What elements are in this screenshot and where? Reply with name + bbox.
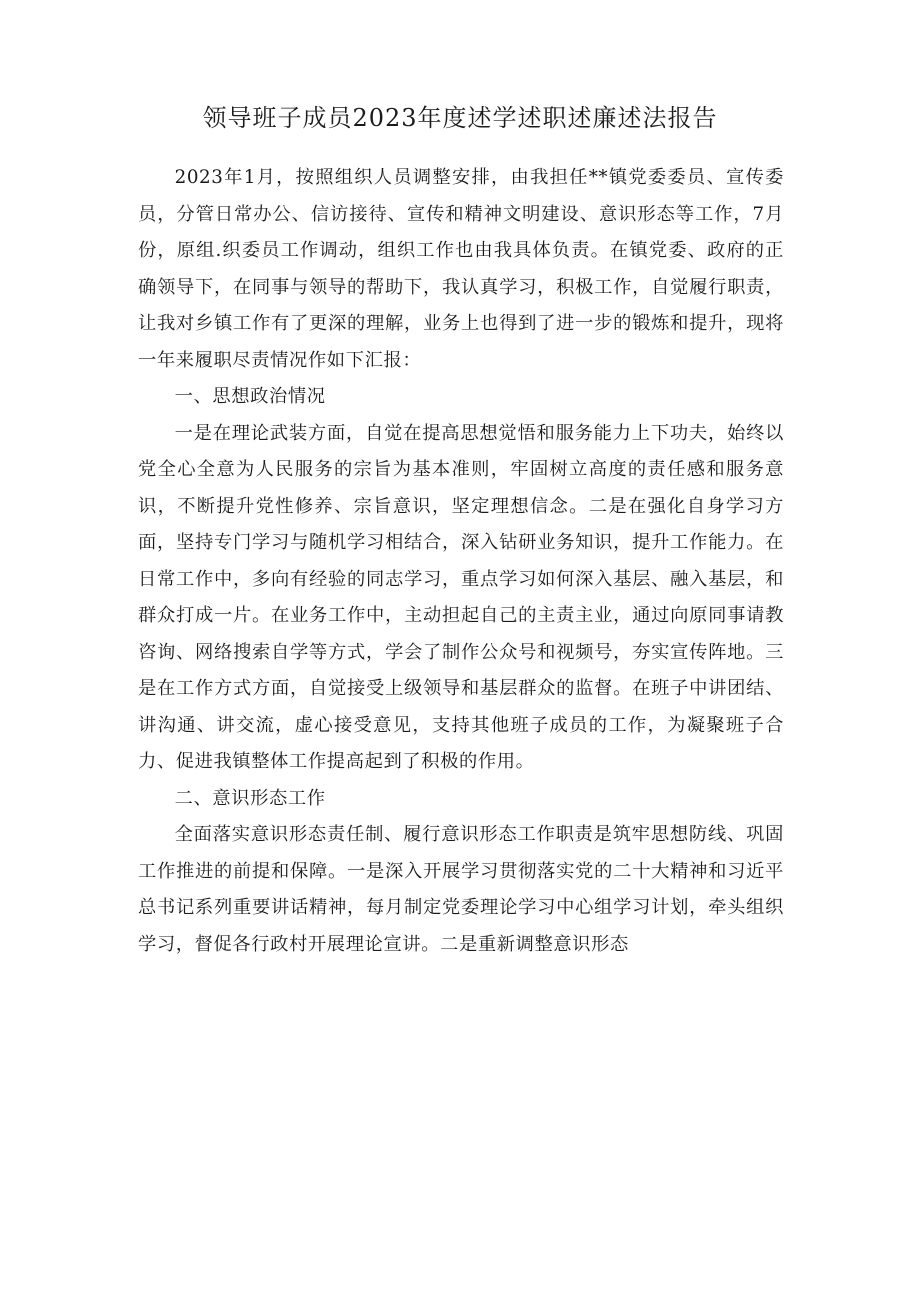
document-body: [138, 160, 784, 963]
section-heading-ideology-politics: 一、思想政治情况: [174, 386, 326, 407]
paragraph-ideological-work: 全面落实意识形态责任制、履行意识形态工作职责是筑牢思想防线、巩固工作推进的前提和保障。一是深入开展学习贯彻落实党的二十大精神和习近平总书记系列重要讲话精神，每月制定党委理论学习中心组学习计划，牵头组织学习，督促各行政村开展理论宣讲。二是重新调整意识形态: [138, 824, 784, 955]
paragraph-intro: 2023年1月，按照组织人员调整安排，由我担任**镇党委委员、宣传委员，分管日常办公、信访接待、宣传和精神文明建设、意识形态等工作，7月份，原组.织委员工作调动，组织工作也由我具体负责。在镇党委、政府的正确领导下，在同事与领导的帮助下，我认真学习，积极工作，自觉履行职责，让我对乡镇工作有了更深的理解，业务上也得到了进一步的锻炼和提升，现将一年来履职尽责情况作如下汇报：: [138, 167, 784, 371]
paragraph-ideology-politics: 一是在理论武装方面，自觉在提高思想觉悟和服务能力上下功夫，始终以党全心全意为人民服务的宗旨为基本准则，牢固树立高度的责任感和服务意识，不断提升党性修养、宗旨意识，坚定理想信念。二是在强化自身学习方面，坚持专门学习与随机学习相结合，深入钻研业务知识，提升工作能力。在日常工作中，多向有经验的同志学习，重点学习如何深入基层、融入基层，和群众打成一片。在业务工作中，主动担起自己的主责主业，通过向原同事请教咨询、网络搜索自学等方式，学会了制作公众号和视频号，夯实宣传阵地。三是在工作方式方面，自觉接受上级领导和基层群众的监督。在班子中讲团结、讲沟通、讲交流，虚心接受意见，支持其他班子成员的工作，为凝聚班子合力、促进我镇整体工作提高起到了积极的作用。: [138, 422, 784, 772]
section-heading-ideological-work: 二、意识形态工作: [174, 787, 326, 809]
document-title: 领导班子成员2023年度述学述职述廉述法报告: [202, 104, 718, 132]
